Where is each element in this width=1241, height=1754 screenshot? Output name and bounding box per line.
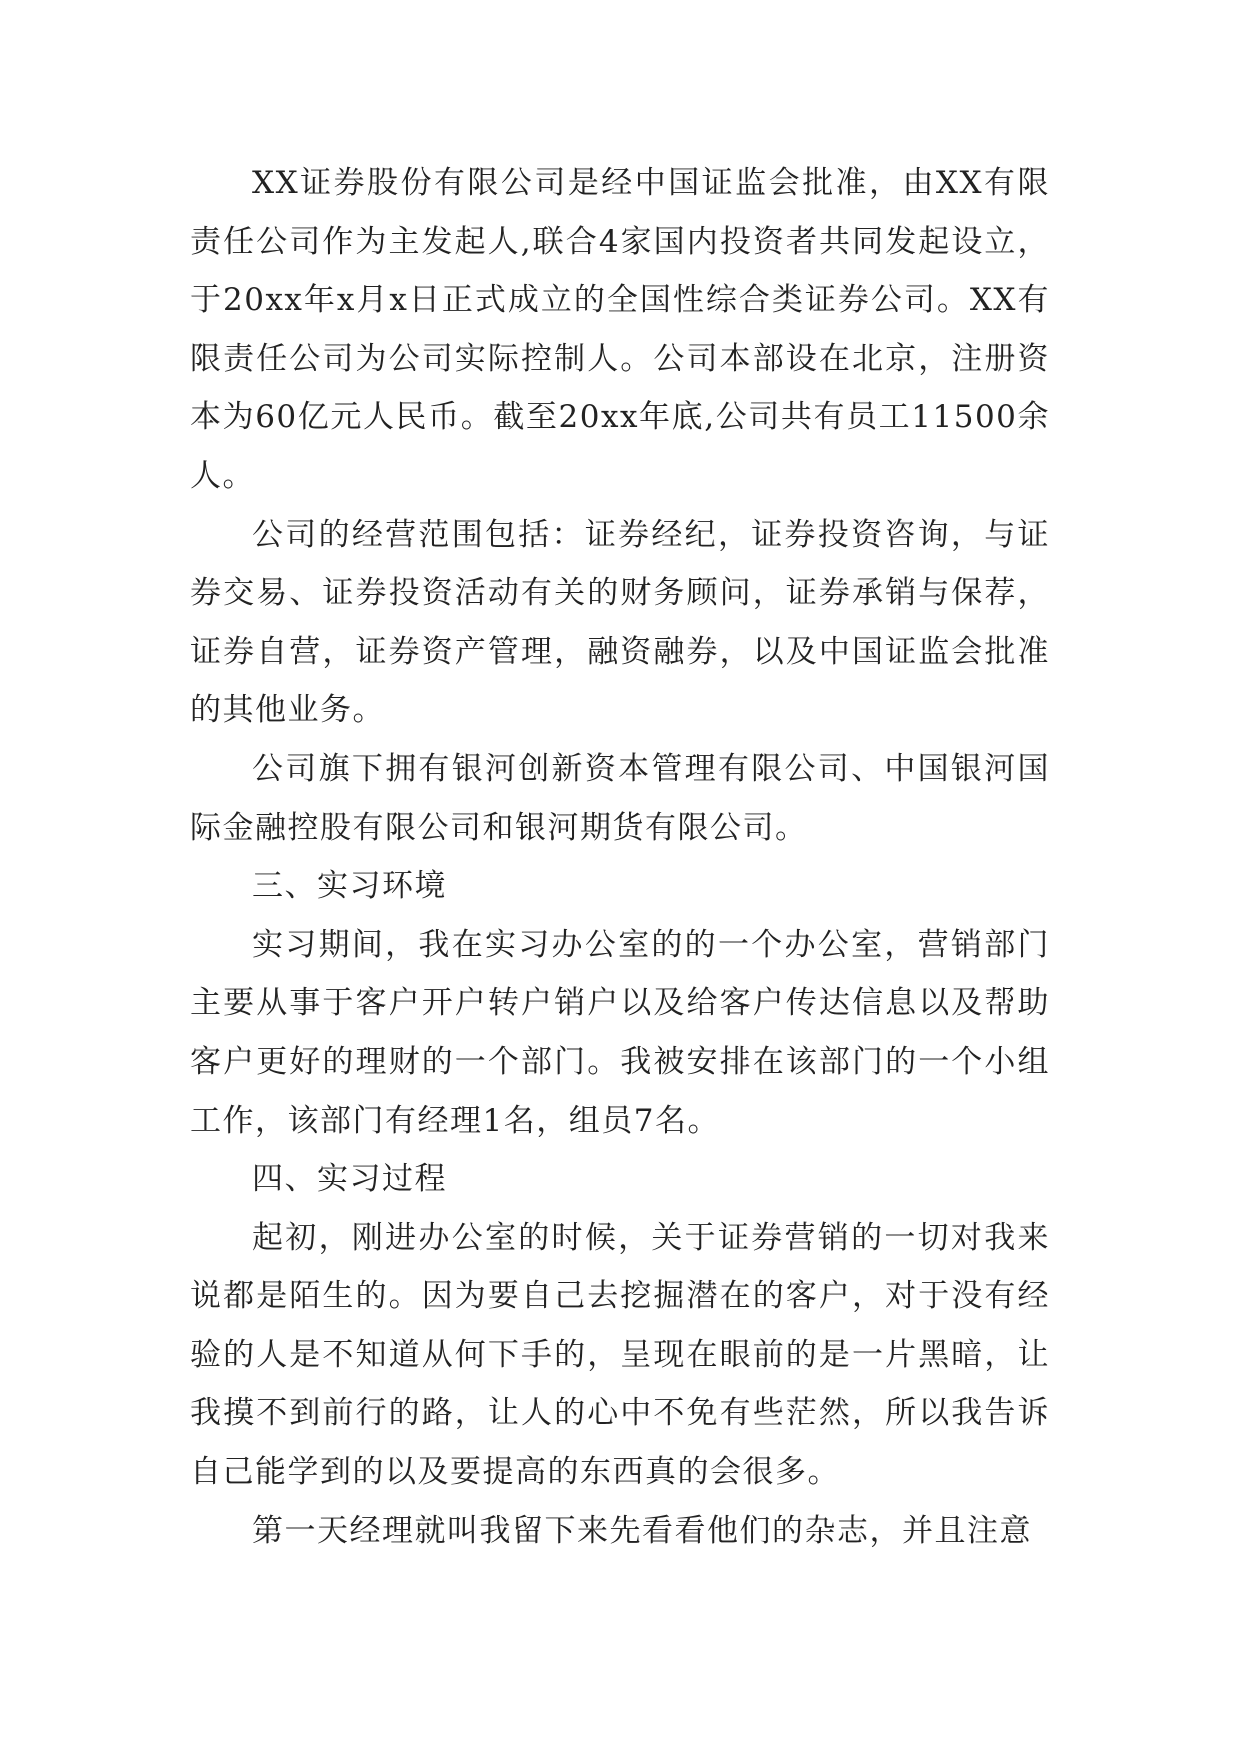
paragraph-subsidiaries: 公司旗下拥有银河创新资本管理有限公司、中国银河国际金融控股有限公司和银河期货有限公司。 [190,750,1050,846]
document-body [190,154,1050,1560]
paragraph-internship-environment: 实习期间，我在实习办公室的的一个办公室，营销部门主要从事于客户开户转户销户以及给客户传达信息以及帮助客户更好的理财的一个部门。我被安排在该部门的一个小组工作，该部门有经理1名，组员7名。 [190,926,1050,1139]
paragraph-company-intro: XX证券股份有限公司是经中国证监会批准，由XX有限责任公司作为主发起人,联合4家国内投资者共同发起设立，于20xx年x月x日正式成立的全国性综合类证券公司。XX有限责任公司为公司实际控制人。公司本部设在北京，注册资本为60亿元人民币。截至20xx年底,公司共有员工11500余人。 [190,165,1050,494]
section-heading-internship-process: 四、实习过程 [252,1161,447,1198]
paragraph-first-day: 第一天经理就叫我留下来先看看他们的杂志，并且注意 [252,1512,1032,1549]
section-heading-internship-environment: 三、实习环境 [252,868,447,905]
paragraph-business-scope: 公司的经营范围包括：证券经纪，证券投资咨询，与证券交易、证券投资活动有关的财务顾问，证券承销与保荐，证券自营，证券资产管理，融资融券，以及中国证监会批准的其他业务。 [190,516,1050,729]
paragraph-internship-beginning: 起初，刚进办公室的时候，关于证券营销的一切对我来说都是陌生的。因为要自己去挖掘潜在的客户，对于没有经验的人是不知道从何下手的，呈现在眼前的是一片黑暗，让我摸不到前行的路，让人的心中不免有些茫然，所以我告诉自己能学到的以及要提高的东西真的会很多。 [190,1219,1050,1491]
